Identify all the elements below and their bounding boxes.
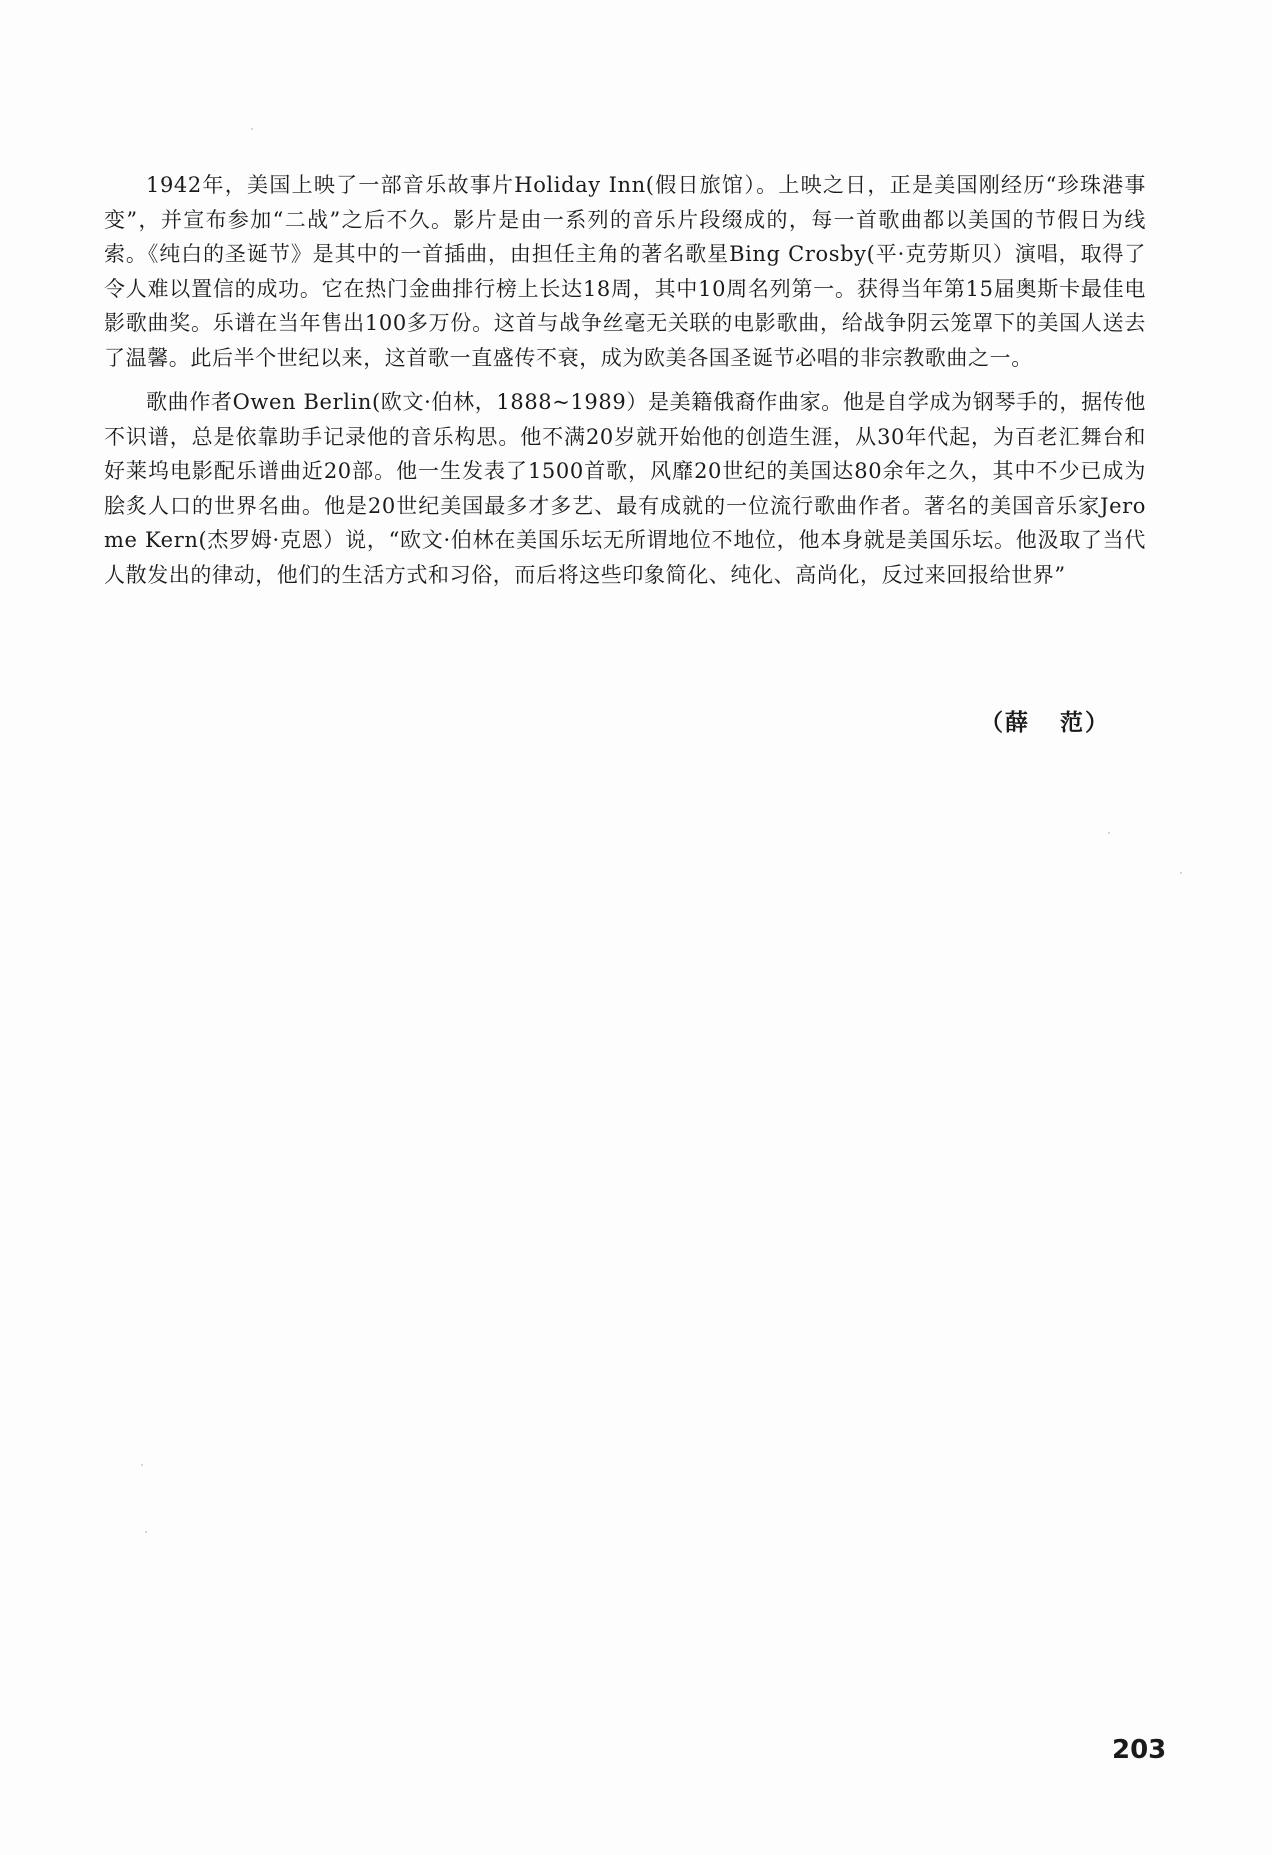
scan-speck	[1108, 832, 1110, 834]
scan-speck	[145, 1531, 147, 1533]
paragraph-holiday-inn: 1942年，美国上映了一部音乐故事片Holiday Inn(假日旅馆）。上映之日，正是美国刚经历“珍珠港事变”，并宣布参加“二战”之后不久。影片是由一系列的音乐片段缀成的，每一首歌曲都以美国的节假日为线索。《纯白的圣诞节》是其中的一首插曲，由担任主角的著名歌星Bing Crosby(平·克劳斯贝）演唱，取得了令人难以置信的成功。它在热门金曲排行榜上长达18周，其中10周名列第一。获得当年第15届奥斯卡最佳电影歌曲奖。乐谱在当年售出100多万份。这首与战争丝毫无关联的电影歌曲，给战争阴云笼罩下的美国人送去了温馨。此后半个世纪以来，这首歌一直盛传不衰，成为欧美各国圣诞节必唱的非宗教歌曲之一。	[104, 173, 1146, 370]
page-number: 203	[1112, 1735, 1167, 1765]
scan-speck	[1180, 872, 1182, 874]
author-signature: （薛 范）	[980, 709, 1111, 736]
article-body	[104, 168, 1146, 602]
scan-speck	[251, 128, 253, 130]
paragraph-owen-berlin: 歌曲作者Owen Berlin(欧文·伯林，1888~1989）是美籍俄裔作曲家。他是自学成为钢琴手的，据传他不识谱，总是依靠助手记录他的音乐构思。他不满20岁就开始他的创造生涯，从30年代起，为百老汇舞台和好莱坞电影配乐谱曲近20部。他一生发表了1500首歌，风靡20世纪的美国达80余年之久，其中不少已成为脍炙人口的世界名曲。他是20世纪美国最多才多艺、最有成就的一位流行歌曲作者。著名的美国音乐家Jerome Kern(杰罗姆·克恩）说，“欧文·伯林在美国乐坛无所谓地位不地位，他本身就是美国乐坛。他汲取了当代人散发出的律动，他们的生活方式和习俗，而后将这些印象简化、纯化、高尚化，反过来回报给世界”	[104, 390, 1146, 587]
scan-speck	[141, 1464, 143, 1466]
